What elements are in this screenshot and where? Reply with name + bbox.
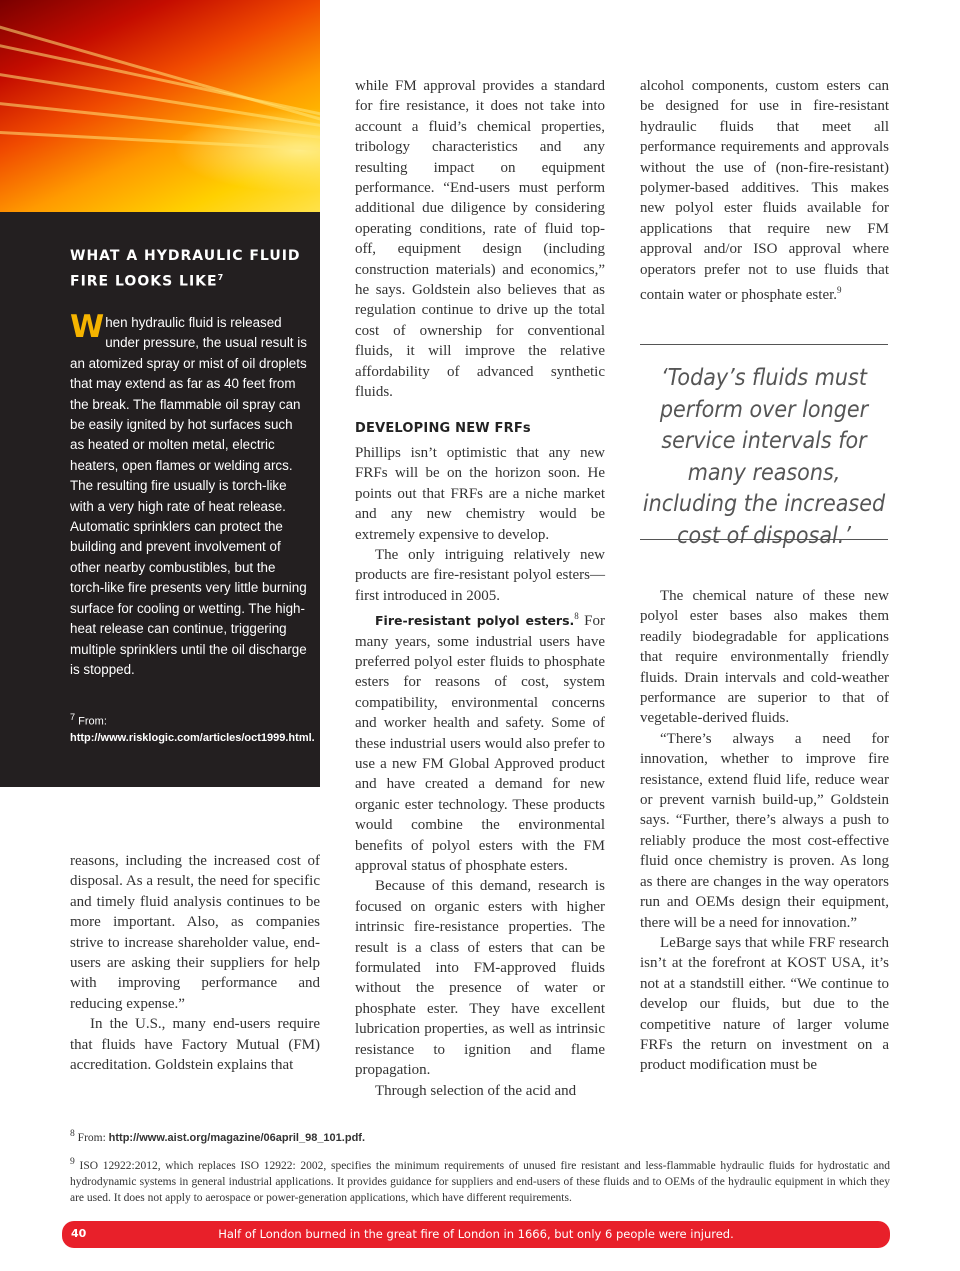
sidebar-box xyxy=(0,0,320,787)
flame-image xyxy=(0,0,320,212)
sidebar-body: When hydraulic fluid is released under pressure, the usual result is an atomized spray or mist of oil droplets that may extend as far as 40 feet from the break. The flammable oil spray can be easily ignited by hot surfaces such as heated or molten metal, electric heaters, open flames or welding arcs. The resulting fire usually is torch-like with a very high rate of heat release. Automatic sprinklers can protect the building and prevent involvement of other nearby combustibles, but the torch-like fire presents very little burning surface for cooling or wetting. The high-heat release can continue, triggering multiple sprinklers until the oil discharge is stopped. xyxy=(70,309,307,677)
page-number: 40 xyxy=(71,1227,87,1240)
section-heading: DEVELOPING NEW FRFs xyxy=(355,420,531,436)
footnotes xyxy=(70,1126,890,1214)
drop-cap: W xyxy=(70,309,105,345)
footer-bar xyxy=(62,1221,890,1248)
sidebar-footnote: $^7$ From: http://www.risklogic.com/articles/oct1999.html. xyxy=(70,712,315,744)
sidebar-footnote-url: http://www.risklogic.com/articles/oct1999.html. xyxy=(70,731,315,744)
run-in-heading: Fire-resistant polyol esters. xyxy=(375,613,575,629)
column-1: reasons, including the increased cost of disposal. As a result, the need for specific and timely fluid analysis continues to be more important. Also, as companies strive to increase shareholder value, end-users are asking their suppliers for help with improving performance and reducing expense.” In the U.S., many end-users require that fluids have Factory Mutual (FM) accreditation. Goldstein explains that xyxy=(70,853,320,1074)
column-3-top: alcohol components, custom esters can be designed for use in fire-resistant hydraulic fluids that meet all performance requirements and approvals without the use of (non-fire-resistant) polymer-based additives. This makes new polyol ester fluids available for applications that require new FM approval and/or ISO approval where operators prefer not to use fluids that contain water or phosphate ester.$^9$ xyxy=(640,78,889,304)
footnote-8-url: http://www.aist.org/magazine/06april_98_101.pdf. xyxy=(108,1131,366,1144)
footer-fact: Half of London burned in the great fire of London in 1666, but only 6 people were injured. xyxy=(218,1227,734,1241)
pull-quote: ‘Today’s fluids must perform over longer service intervals for many reasons, including the increased cost of disposal.’ xyxy=(640,344,888,540)
footnote-9: $^9$ ISO 12922:2012, which replaces ISO 12922: 2002, specifies the minimum requirements of unused fire resistant and less-flammable hydraulic fluids for hydrostatic and hydrodynamic systems in general industrial applications. It provides guidance for suppliers and end-users of these fluids and to OEMs of the hydraulic equipment in which they are used. It does not apply to aerospace or power-generation applications, which have different requirements. xyxy=(70,1155,891,1204)
footnote-8: $^8$ From: http://www.aist.org/magazine/06april_98_101.pdf. xyxy=(70,1128,366,1144)
column-2: while FM approval provides a standard for fire resistance, it does not take into account a fluid’s chemical properties, tribology characteristics and any resulting impact on equipment performance. “End-users must perform additional due diligence by considering operating conditions, rate of fluid top-off, equipment design (including construction materials) and economics,” he says. Goldstein also believes that as regulation continue to drive up the total cost of ownership for conventional fluids, it will improve the relative affordability of advanced synthetic fluids. DEVELOPING NEW FRFs Phillips isn’t optimistic that any new FRFs will be on the horizon soon. He points out that FRFs are a niche market and any new chemistry would be extremely expensive to develop. The only intriguing relatively new products are fire-resistant polyol esters—first introduced in 2005. Fire-resistant polyol esters.$^8$ For many years, some industrial users have preferred polyol ester fluids to phosphate esters for reasons of cost, system compatibility, environmental concerns and worker health and safety. Some of these industrial users would also prefer to use a new FM Global Approved product and have created a demand for new organic ester technology. These products would combine the environmental benefits of polyol esters with the FM approval status of phosphate esters. Because of this demand, research is focused on organic esters with higher intrinsic fire-resistance properties. The result is a class of esters that can be formulated into FM-approved fluids without the presence of water or phosphate ester. They have excellent lubrication properties, as well as intrinsic resistance to ignition and flame propagation. Through selection of the acid and xyxy=(355,78,605,1099)
column-3-bottom: The chemical nature of these new polyol ester bases also makes them readily biodegradable for applications that require environmentally friendly fluids. Drain intervals and cold-weather performance are superior to that of vegetable-derived fluids. “There’s always a need for innovation, whether to improve fire resistance, extend fluid life, reduce wear or prevent varnish build-up,” Goldstein says. “Further, there’s always a push to reliably produce the most cost-effective fluid once chemistry is proven. As long as there are changes in the way operators run and OEMs design their equipment, there will be a need for innovation.” LeBarge says that while FRF research isn’t at the forefront at KOST USA, it’s not at a standstill either. “We continue to develop our fluids, but due to the competitive nature of larger volume FRFs the return on investment on a product modification must be xyxy=(640,588,889,1074)
sidebar-heading: WHAT A HYDRAULIC FLUID FIRE LOOKS LIKE$^7$ xyxy=(70,248,301,290)
